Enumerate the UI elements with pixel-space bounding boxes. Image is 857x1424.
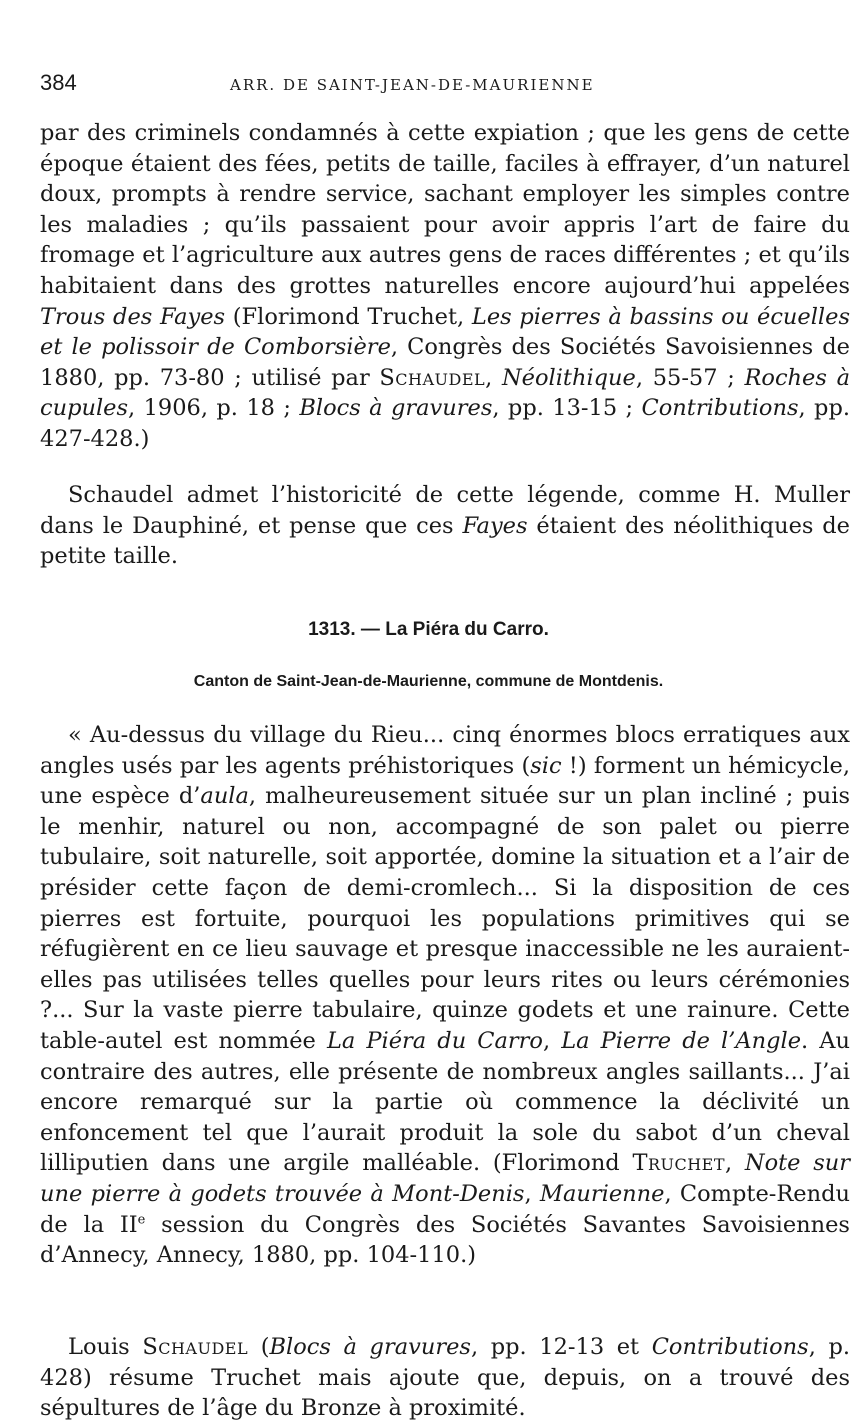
paragraph-text: Schaudel admet l’historicité de cette légende, comme H. Muller dans le Dauphiné, et pense que ces Fayes étaient des néolithiques de petite taille. [40, 482, 851, 570]
paragraph-quote [40, 720, 850, 1271]
entry-title: 1313. — La Piéra du Carro. [308, 619, 549, 640]
running-title: ARR. DE SAINT-JEAN-DE-MAURIENNE [230, 76, 595, 94]
page-number: 384 [40, 70, 77, 95]
entry-subtitle: Canton de Saint-Jean-de-Maurienne, commune de Montdenis. [193, 673, 664, 690]
paragraph-text: « Au-dessus du village du Rieu... cinq énormes blocs erratiques aux angles usés par les agents préhistoriques (sic !) forment un hémicycle, une espèce d’aula, malheureusement située sur un plan incliné ; puis le menhir, naturel ou non, accompagné de son palet ou pierre tubulaire, soit naturelle, soit apportée, domine la situation et a l’air de présider cette façon de demi-cromlech... Si la disposition de ces pierres est fortuite, pourquoi les populations primitives qui se réfugièrent en ce lieu sauvage et presque inaccessible ne les auraient-elles pas utilisées telles quelles pour leurs rites ou leurs cérémonies ?... Sur la vaste pierre tabulaire, quinze godets et une rainure. Cette table-autel est nommée La Piéra du Carro, La Pierre de l’Angle. Au contraire des autres, elle présente de nombreux angles saillants... J’ai encore remarqué sur la partie où commence la déclivité un enfoncement tel que l’aurait produit la sole du sabot d’un cheval lilliputien dans une argile malléable. (Florimond Truchet, Note sur une pierre à godets trouvée à Mont-Denis, Maurienne, Compte-Rendu de la IIe session du Congrès des Sociétés Savantes Savoisiennes d’Annecy, Annecy, 1880, pp. 104-110.) [40, 722, 851, 1269]
paragraph-continuation [40, 118, 850, 455]
paragraph-text: Louis Schaudel (Blocs à gravures, pp. 12-13 et Contributions, p. 428) résume Truchet mais ajoute que, depuis, on a trouvé des sépultures de l’âge du Bronze à proximité. [40, 1334, 850, 1422]
page-header [40, 70, 817, 106]
paragraph-schaudel-summary [40, 1332, 850, 1424]
paragraph-schaudel-legend [40, 480, 850, 572]
paragraph-text: par des criminels condamnés à cette expiation ; que les gens de cette époque étaient des fées, petits de taille, faciles à effrayer, d’un naturel doux, prompts à rendre service, sachant employer les simples contre les maladies ; qu’ils passaient pour avoir appris l’art de faire du fromage et l’agriculture aux autres gens de races différentes ; et qu’ils habitaient dans des grottes naturelles encore aujourd’hui appelées Trous des Fayes (Florimond Truchet, Les pierres à bassins ou écuelles et le polissoir de Comborsière, Congrès des Sociétés Savoisiennes de 1880, pp. 73-80 ; utilisé par Schaudel, Néolithique, 55-57 ; Roches à cupules, 1906, p. 18 ; Blocs à gravures, pp. 13-15 ; Contributions, pp. 427-428.) [40, 120, 851, 452]
